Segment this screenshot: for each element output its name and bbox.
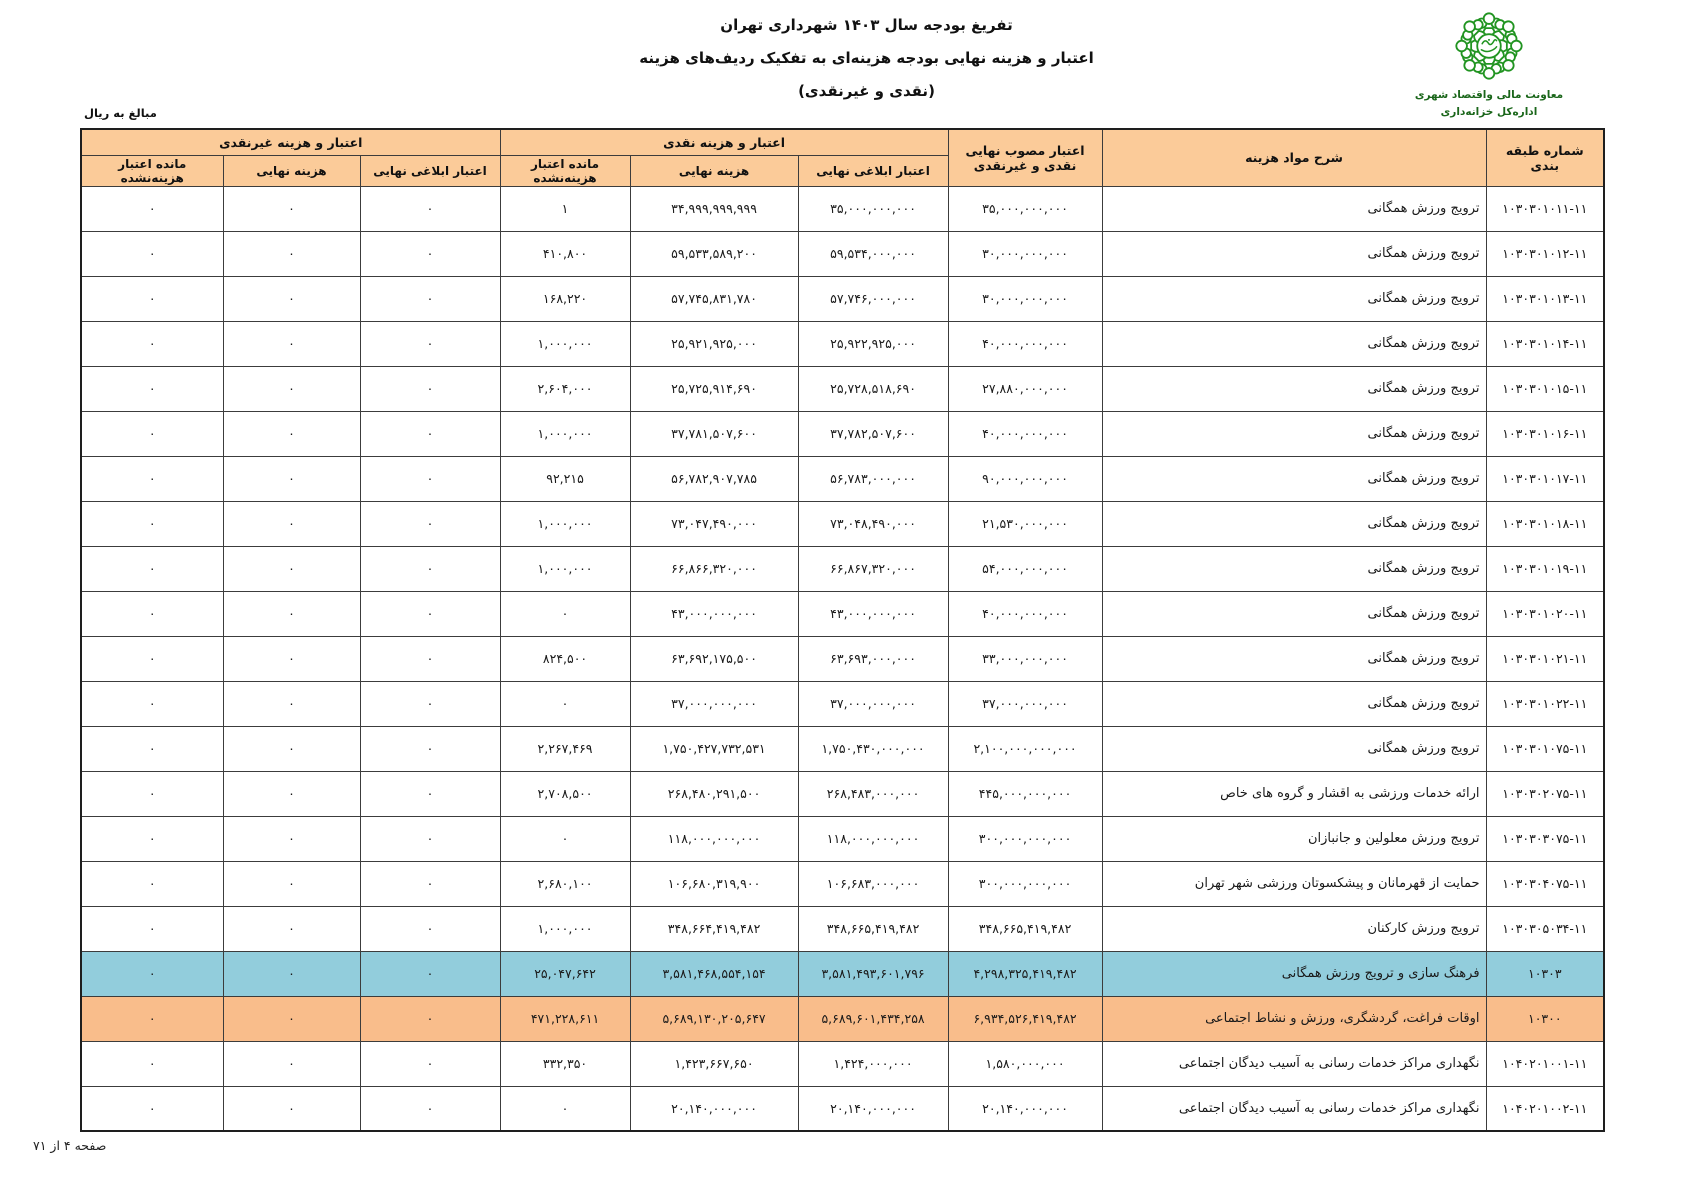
cell-approved-credit: ۴۰,۰۰۰,۰۰۰,۰۰۰ [948, 591, 1102, 636]
cell-noncash-final-cost: ۰ [223, 546, 360, 591]
col-header-approved-credit: اعتبار مصوب نهایی نقدی و غیرنقدی [948, 129, 1102, 186]
cell-cash-final-cost: ۲۶۸,۴۸۰,۲۹۱,۵۰۰ [630, 771, 798, 816]
cell-cash-remaining: ۲,۶۰۴,۰۰۰ [500, 366, 630, 411]
cell-description: نگهداری مراکز خدمات رسانی به آسیب دیدگان اجتماعی [1102, 1041, 1486, 1086]
table-row [81, 771, 1604, 816]
org-name-line2: اداره‌کل خزانه‌داری [1440, 106, 1538, 118]
cell-approved-credit: ۲۷,۸۸۰,۰۰۰,۰۰۰ [948, 366, 1102, 411]
cell-cash-remaining: ۰ [500, 1086, 630, 1131]
cell-approved-credit: ۲۱,۵۳۰,۰۰۰,۰۰۰ [948, 501, 1102, 546]
cell-classification-code: ۱۰۳۰۳۰۱۰۱۶-۱۱ [1486, 411, 1604, 456]
cell-description: حمایت از قهرمانان و پیشکسوتان ورزشی شهر تهران [1102, 861, 1486, 906]
col-header-noncash-allocated: اعتبار ابلاغی نهایی [360, 155, 500, 186]
cell-cash-final-cost: ۳۷,۷۸۱,۵۰۷,۶۰۰ [630, 411, 798, 456]
cell-noncash-allocated: ۰ [360, 636, 500, 681]
cell-cash-final-cost: ۱,۷۵۰,۴۲۷,۷۳۲,۵۳۱ [630, 726, 798, 771]
organization-logo-block [1400, 8, 1578, 121]
cell-cash-remaining: ۱,۰۰۰,۰۰۰ [500, 411, 630, 456]
cell-cash-final-cost: ۳۴,۹۹۹,۹۹۹,۹۹۹ [630, 186, 798, 231]
cell-noncash-final-cost: ۰ [223, 591, 360, 636]
table-row [81, 726, 1604, 771]
cell-approved-credit: ۳۰۰,۰۰۰,۰۰۰,۰۰۰ [948, 816, 1102, 861]
cell-noncash-final-cost: ۰ [223, 186, 360, 231]
col-header-classification: شماره طبقه بندی [1486, 129, 1604, 186]
cell-noncash-final-cost: ۰ [223, 411, 360, 456]
cell-noncash-remaining: ۰ [81, 411, 223, 456]
cell-description: ترویج ورزش همگانی [1102, 591, 1486, 636]
cell-classification-code: ۱۰۳۰۳۰۱۰۱۳-۱۱ [1486, 276, 1604, 321]
cell-noncash-allocated: ۰ [360, 276, 500, 321]
cell-noncash-allocated: ۰ [360, 546, 500, 591]
cell-cash-remaining: ۸۲۴,۵۰۰ [500, 636, 630, 681]
cell-cash-final-cost: ۷۳,۰۴۷,۴۹۰,۰۰۰ [630, 501, 798, 546]
cell-description: نگهداری مراکز خدمات رسانی به آسیب دیدگان اجتماعی [1102, 1086, 1486, 1131]
cell-classification-code: ۱۰۳۰۳۰۲۰۷۵-۱۱ [1486, 771, 1604, 816]
cell-approved-credit: ۹۰,۰۰۰,۰۰۰,۰۰۰ [948, 456, 1102, 501]
cell-noncash-allocated: ۰ [360, 816, 500, 861]
report-subtitle-cash-noncash: (نقدی و غیرنقدی) [798, 82, 935, 100]
cell-cash-final-cost: ۴۳,۰۰۰,۰۰۰,۰۰۰ [630, 591, 798, 636]
table-row-subtotal [81, 951, 1604, 996]
cell-classification-code: ۱۰۳۰۳۰۱۰۱۸-۱۱ [1486, 501, 1604, 546]
col-header-noncash-remaining: مانده اعتبار هزینه‌نشده [81, 155, 223, 186]
cell-cash-remaining: ۰ [500, 681, 630, 726]
cell-approved-credit: ۴۰,۰۰۰,۰۰۰,۰۰۰ [948, 321, 1102, 366]
cell-classification-code: ۱۰۳۰۳۰۴۰۷۵-۱۱ [1486, 861, 1604, 906]
table-row [81, 816, 1604, 861]
cell-noncash-remaining: ۰ [81, 546, 223, 591]
cell-description: ترویج ورزش همگانی [1102, 366, 1486, 411]
cell-cash-remaining: ۱ [500, 186, 630, 231]
cell-noncash-remaining: ۰ [81, 681, 223, 726]
table-row [81, 1041, 1604, 1086]
cell-classification-code: ۱۰۳۰۳ [1486, 951, 1604, 996]
cell-noncash-final-cost: ۰ [223, 276, 360, 321]
cell-approved-credit: ۱,۵۸۰,۰۰۰,۰۰۰ [948, 1041, 1102, 1086]
cell-noncash-allocated: ۰ [360, 231, 500, 276]
cell-cash-allocated: ۳۵,۰۰۰,۰۰۰,۰۰۰ [798, 186, 948, 231]
cell-cash-remaining: ۰ [500, 816, 630, 861]
cell-approved-credit: ۳۷,۰۰۰,۰۰۰,۰۰۰ [948, 681, 1102, 726]
cell-description: اوقات فراغت، گردشگری، ورزش و نشاط اجتماعی [1102, 996, 1486, 1041]
cell-cash-final-cost: ۳۷,۰۰۰,۰۰۰,۰۰۰ [630, 681, 798, 726]
cell-approved-credit: ۳۰,۰۰۰,۰۰۰,۰۰۰ [948, 231, 1102, 276]
table-row [81, 366, 1604, 411]
cell-noncash-remaining: ۰ [81, 771, 223, 816]
cell-classification-code: ۱۰۳۰۳۰۵۰۳۴-۱۱ [1486, 906, 1604, 951]
cell-cash-allocated: ۳۷,۷۸۲,۵۰۷,۶۰۰ [798, 411, 948, 456]
cell-classification-code: ۱۰۳۰۳۰۱۰۱۷-۱۱ [1486, 456, 1604, 501]
cell-noncash-final-cost: ۰ [223, 1041, 360, 1086]
cell-noncash-final-cost: ۰ [223, 951, 360, 996]
cell-cash-final-cost: ۲۰,۱۴۰,۰۰۰,۰۰۰ [630, 1086, 798, 1131]
cell-approved-credit: ۶,۹۳۴,۵۲۶,۴۱۹,۴۸۲ [948, 996, 1102, 1041]
cell-noncash-remaining: ۰ [81, 636, 223, 681]
table-row [81, 456, 1604, 501]
table-row [81, 501, 1604, 546]
cell-noncash-allocated: ۰ [360, 1041, 500, 1086]
cell-cash-allocated: ۱۱۸,۰۰۰,۰۰۰,۰۰۰ [798, 816, 948, 861]
cell-noncash-remaining: ۰ [81, 456, 223, 501]
cell-cash-remaining: ۲,۶۸۰,۱۰۰ [500, 861, 630, 906]
cell-noncash-allocated: ۰ [360, 366, 500, 411]
report-subtitle: اعتبار و هزینه نهایی بودجه هزینه‌ای به تفکیک ردیف‌های هزینه [639, 49, 1094, 67]
cell-cash-final-cost: ۵,۶۸۹,۱۳۰,۲۰۵,۶۴۷ [630, 996, 798, 1041]
cell-description: ترویج ورزش کارکنان [1102, 906, 1486, 951]
cell-noncash-final-cost: ۰ [223, 681, 360, 726]
cell-description: ترویج ورزش همگانی [1102, 231, 1486, 276]
cell-noncash-remaining: ۰ [81, 726, 223, 771]
tehran-municipality-emblem-icon [1450, 8, 1528, 84]
cell-cash-allocated: ۵۶,۷۸۳,۰۰۰,۰۰۰ [798, 456, 948, 501]
table-row [81, 906, 1604, 951]
cell-classification-code: ۱۰۳۰۳۰۱۰۲۱-۱۱ [1486, 636, 1604, 681]
cell-cash-final-cost: ۳,۵۸۱,۴۶۸,۵۵۴,۱۵۴ [630, 951, 798, 996]
cell-description: فرهنگ سازی و ترویج ورزش همگانی [1102, 951, 1486, 996]
cell-noncash-final-cost: ۰ [223, 456, 360, 501]
cell-cash-remaining: ۱,۰۰۰,۰۰۰ [500, 906, 630, 951]
cell-noncash-allocated: ۰ [360, 861, 500, 906]
table-row [81, 636, 1604, 681]
cell-cash-allocated: ۱,۴۲۴,۰۰۰,۰۰۰ [798, 1041, 948, 1086]
cell-approved-credit: ۳۳,۰۰۰,۰۰۰,۰۰۰ [948, 636, 1102, 681]
budget-table [80, 128, 1605, 1132]
cell-noncash-remaining: ۰ [81, 276, 223, 321]
cell-approved-credit: ۲,۱۰۰,۰۰۰,۰۰۰,۰۰۰ [948, 726, 1102, 771]
org-name-line1: معاونت مالی واقتصاد شهری [1414, 89, 1564, 101]
cell-noncash-allocated: ۰ [360, 726, 500, 771]
cell-cash-final-cost: ۵۶,۷۸۲,۹۰۷,۷۸۵ [630, 456, 798, 501]
table-row [81, 861, 1604, 906]
table-row [81, 1086, 1604, 1131]
cell-cash-remaining: ۲,۷۰۸,۵۰۰ [500, 771, 630, 816]
cell-description: ترویج ورزش معلولین و جانبازان [1102, 816, 1486, 861]
cell-noncash-allocated: ۰ [360, 681, 500, 726]
table-row-subtotal [81, 996, 1604, 1041]
cell-noncash-remaining: ۰ [81, 366, 223, 411]
cell-noncash-remaining: ۰ [81, 321, 223, 366]
cell-noncash-final-cost: ۰ [223, 1086, 360, 1131]
col-header-description: شرح مواد هزینه [1102, 129, 1486, 186]
cell-noncash-remaining: ۰ [81, 231, 223, 276]
cell-cash-remaining: ۱,۰۰۰,۰۰۰ [500, 321, 630, 366]
cell-cash-final-cost: ۵۷,۷۴۵,۸۳۱,۷۸۰ [630, 276, 798, 321]
col-header-noncash-final-cost: هزینه نهایی [223, 155, 360, 186]
cell-description: ترویج ورزش همگانی [1102, 726, 1486, 771]
cell-noncash-allocated: ۰ [360, 321, 500, 366]
cell-noncash-remaining: ۰ [81, 906, 223, 951]
cell-cash-allocated: ۲۵,۹۲۲,۹۲۵,۰۰۰ [798, 321, 948, 366]
cell-cash-remaining: ۲,۲۶۷,۴۶۹ [500, 726, 630, 771]
cell-description: ترویج ورزش همگانی [1102, 276, 1486, 321]
cell-classification-code: ۱۰۳۰۳۰۱۰۱۴-۱۱ [1486, 321, 1604, 366]
cell-classification-code: ۱۰۳۰۳۰۱۰۷۵-۱۱ [1486, 726, 1604, 771]
cell-noncash-remaining: ۰ [81, 591, 223, 636]
cell-noncash-final-cost: ۰ [223, 861, 360, 906]
cell-cash-allocated: ۲۶۸,۴۸۳,۰۰۰,۰۰۰ [798, 771, 948, 816]
cell-noncash-remaining: ۰ [81, 951, 223, 996]
col-header-cash-allocated: اعتبار ابلاغی نهایی [798, 155, 948, 186]
cell-noncash-final-cost: ۰ [223, 366, 360, 411]
cell-cash-final-cost: ۳۴۸,۶۶۴,۴۱۹,۴۸۲ [630, 906, 798, 951]
cell-cash-allocated: ۱,۷۵۰,۴۳۰,۰۰۰,۰۰۰ [798, 726, 948, 771]
cell-approved-credit: ۴۰,۰۰۰,۰۰۰,۰۰۰ [948, 411, 1102, 456]
table-row [81, 546, 1604, 591]
cell-cash-remaining: ۴۷۱,۲۲۸,۶۱۱ [500, 996, 630, 1041]
cell-classification-code: ۱۰۳۰۳۰۱۰۲۲-۱۱ [1486, 681, 1604, 726]
cell-cash-remaining: ۳۳۲,۳۵۰ [500, 1041, 630, 1086]
cell-cash-remaining: ۱,۰۰۰,۰۰۰ [500, 501, 630, 546]
cell-cash-final-cost: ۱۰۶,۶۸۰,۳۱۹,۹۰۰ [630, 861, 798, 906]
cell-description: ترویج ورزش همگانی [1102, 636, 1486, 681]
cell-cash-final-cost: ۶۶,۸۶۶,۳۲۰,۰۰۰ [630, 546, 798, 591]
cell-cash-remaining: ۱۶۸,۲۲۰ [500, 276, 630, 321]
cell-cash-allocated: ۱۰۶,۶۸۳,۰۰۰,۰۰۰ [798, 861, 948, 906]
cell-cash-final-cost: ۲۵,۹۲۱,۹۲۵,۰۰۰ [630, 321, 798, 366]
cell-noncash-allocated: ۰ [360, 411, 500, 456]
cell-approved-credit: ۳۰۰,۰۰۰,۰۰۰,۰۰۰ [948, 861, 1102, 906]
cell-approved-credit: ۳۵,۰۰۰,۰۰۰,۰۰۰ [948, 186, 1102, 231]
table-row [81, 231, 1604, 276]
cell-noncash-final-cost: ۰ [223, 816, 360, 861]
cell-noncash-final-cost: ۰ [223, 321, 360, 366]
cell-noncash-final-cost: ۰ [223, 996, 360, 1041]
cell-cash-remaining: ۴۱۰,۸۰۰ [500, 231, 630, 276]
cell-cash-allocated: ۳۴۸,۶۶۵,۴۱۹,۴۸۲ [798, 906, 948, 951]
cell-cash-allocated: ۶۶,۸۶۷,۳۲۰,۰۰۰ [798, 546, 948, 591]
cell-noncash-allocated: ۰ [360, 906, 500, 951]
col-header-cash-final-cost: هزینه نهایی [630, 155, 798, 186]
cell-noncash-remaining: ۰ [81, 186, 223, 231]
cell-classification-code: ۱۰۳۰۰ [1486, 996, 1604, 1041]
cell-description: ترویج ورزش همگانی [1102, 411, 1486, 456]
cell-approved-credit: ۳۴۸,۶۶۵,۴۱۹,۴۸۲ [948, 906, 1102, 951]
cell-cash-final-cost: ۵۹,۵۳۳,۵۸۹,۲۰۰ [630, 231, 798, 276]
cell-classification-code: ۱۰۳۰۳۰۱۰۲۰-۱۱ [1486, 591, 1604, 636]
cell-noncash-allocated: ۰ [360, 996, 500, 1041]
col-header-cash-remaining: مانده اعتبار هزینه‌نشده [500, 155, 630, 186]
cell-cash-allocated: ۶۳,۶۹۳,۰۰۰,۰۰۰ [798, 636, 948, 681]
cell-classification-code: ۱۰۳۰۳۰۱۰۱۱-۱۱ [1486, 186, 1604, 231]
group-header-noncash: اعتبار و هزینه غیرنقدی [81, 129, 500, 155]
cell-approved-credit: ۳۰,۰۰۰,۰۰۰,۰۰۰ [948, 276, 1102, 321]
cell-classification-code: ۱۰۳۰۳۰۳۰۷۵-۱۱ [1486, 816, 1604, 861]
table-row [81, 681, 1604, 726]
cell-noncash-allocated: ۰ [360, 951, 500, 996]
cell-noncash-allocated: ۰ [360, 186, 500, 231]
cell-description: ترویج ورزش همگانی [1102, 501, 1486, 546]
cell-description: ترویج ورزش همگانی [1102, 186, 1486, 231]
cell-approved-credit: ۴,۲۹۸,۳۲۵,۴۱۹,۴۸۲ [948, 951, 1102, 996]
group-header-cash: اعتبار و هزینه نقدی [500, 129, 948, 155]
cell-cash-allocated: ۲۵,۷۲۸,۵۱۸,۶۹۰ [798, 366, 948, 411]
cell-cash-allocated: ۳,۵۸۱,۴۹۳,۶۰۱,۷۹۶ [798, 951, 948, 996]
currency-unit-label: مبالغ به ریال [84, 106, 157, 120]
cell-approved-credit: ۴۴۵,۰۰۰,۰۰۰,۰۰۰ [948, 771, 1102, 816]
report-title: تفریغ بودجه سال ۱۴۰۳ شهرداری تهران [720, 16, 1013, 34]
cell-cash-allocated: ۷۳,۰۴۸,۴۹۰,۰۰۰ [798, 501, 948, 546]
table-row [81, 186, 1604, 231]
cell-cash-remaining: ۹۲,۲۱۵ [500, 456, 630, 501]
cell-noncash-allocated: ۰ [360, 771, 500, 816]
cell-classification-code: ۱۰۳۰۳۰۱۰۱۲-۱۱ [1486, 231, 1604, 276]
cell-noncash-remaining: ۰ [81, 1086, 223, 1131]
cell-noncash-remaining: ۰ [81, 501, 223, 546]
cell-cash-allocated: ۵۷,۷۴۶,۰۰۰,۰۰۰ [798, 276, 948, 321]
cell-noncash-allocated: ۰ [360, 591, 500, 636]
cell-noncash-final-cost: ۰ [223, 231, 360, 276]
cell-cash-final-cost: ۱,۴۲۳,۶۶۷,۶۵۰ [630, 1041, 798, 1086]
cell-cash-final-cost: ۱۱۸,۰۰۰,۰۰۰,۰۰۰ [630, 816, 798, 861]
cell-noncash-remaining: ۰ [81, 996, 223, 1041]
cell-noncash-allocated: ۰ [360, 456, 500, 501]
cell-approved-credit: ۵۴,۰۰۰,۰۰۰,۰۰۰ [948, 546, 1102, 591]
cell-noncash-final-cost: ۰ [223, 501, 360, 546]
cell-noncash-remaining: ۰ [81, 1041, 223, 1086]
cell-noncash-final-cost: ۰ [223, 636, 360, 681]
table-row [81, 321, 1604, 366]
cell-cash-remaining: ۲۵,۰۴۷,۶۴۲ [500, 951, 630, 996]
cell-description: ترویج ورزش همگانی [1102, 321, 1486, 366]
cell-cash-allocated: ۴۳,۰۰۰,۰۰۰,۰۰۰ [798, 591, 948, 636]
cell-noncash-remaining: ۰ [81, 861, 223, 906]
cell-description: ترویج ورزش همگانی [1102, 456, 1486, 501]
cell-classification-code: ۱۰۳۰۳۰۱۰۱۵-۱۱ [1486, 366, 1604, 411]
cell-description: ترویج ورزش همگانی [1102, 681, 1486, 726]
cell-cash-allocated: ۳۷,۰۰۰,۰۰۰,۰۰۰ [798, 681, 948, 726]
cell-noncash-remaining: ۰ [81, 816, 223, 861]
cell-cash-allocated: ۵,۶۸۹,۶۰۱,۴۳۴,۲۵۸ [798, 996, 948, 1041]
cell-noncash-final-cost: ۰ [223, 906, 360, 951]
cell-noncash-final-cost: ۰ [223, 726, 360, 771]
cell-classification-code: ۱۰۳۰۳۰۱۰۱۹-۱۱ [1486, 546, 1604, 591]
cell-description: ارائه خدمات ورزشی به اقشار و گروه های خاص [1102, 771, 1486, 816]
cell-noncash-final-cost: ۰ [223, 771, 360, 816]
table-row [81, 276, 1604, 321]
cell-classification-code: ۱۰۴۰۲۰۱۰۰۱-۱۱ [1486, 1041, 1604, 1086]
cell-approved-credit: ۲۰,۱۴۰,۰۰۰,۰۰۰ [948, 1086, 1102, 1131]
cell-cash-final-cost: ۲۵,۷۲۵,۹۱۴,۶۹۰ [630, 366, 798, 411]
cell-noncash-allocated: ۰ [360, 501, 500, 546]
table-row [81, 591, 1604, 636]
cell-cash-final-cost: ۶۳,۶۹۲,۱۷۵,۵۰۰ [630, 636, 798, 681]
cell-cash-remaining: ۰ [500, 591, 630, 636]
table-row [81, 411, 1604, 456]
cell-cash-remaining: ۱,۰۰۰,۰۰۰ [500, 546, 630, 591]
cell-cash-allocated: ۵۹,۵۳۴,۰۰۰,۰۰۰ [798, 231, 948, 276]
cell-description: ترویج ورزش همگانی [1102, 546, 1486, 591]
cell-cash-allocated: ۲۰,۱۴۰,۰۰۰,۰۰۰ [798, 1086, 948, 1131]
page-number: صفحه ۴ از ۷۱ [33, 1138, 107, 1153]
cell-classification-code: ۱۰۴۰۲۰۱۰۰۲-۱۱ [1486, 1086, 1604, 1131]
cell-noncash-allocated: ۰ [360, 1086, 500, 1131]
